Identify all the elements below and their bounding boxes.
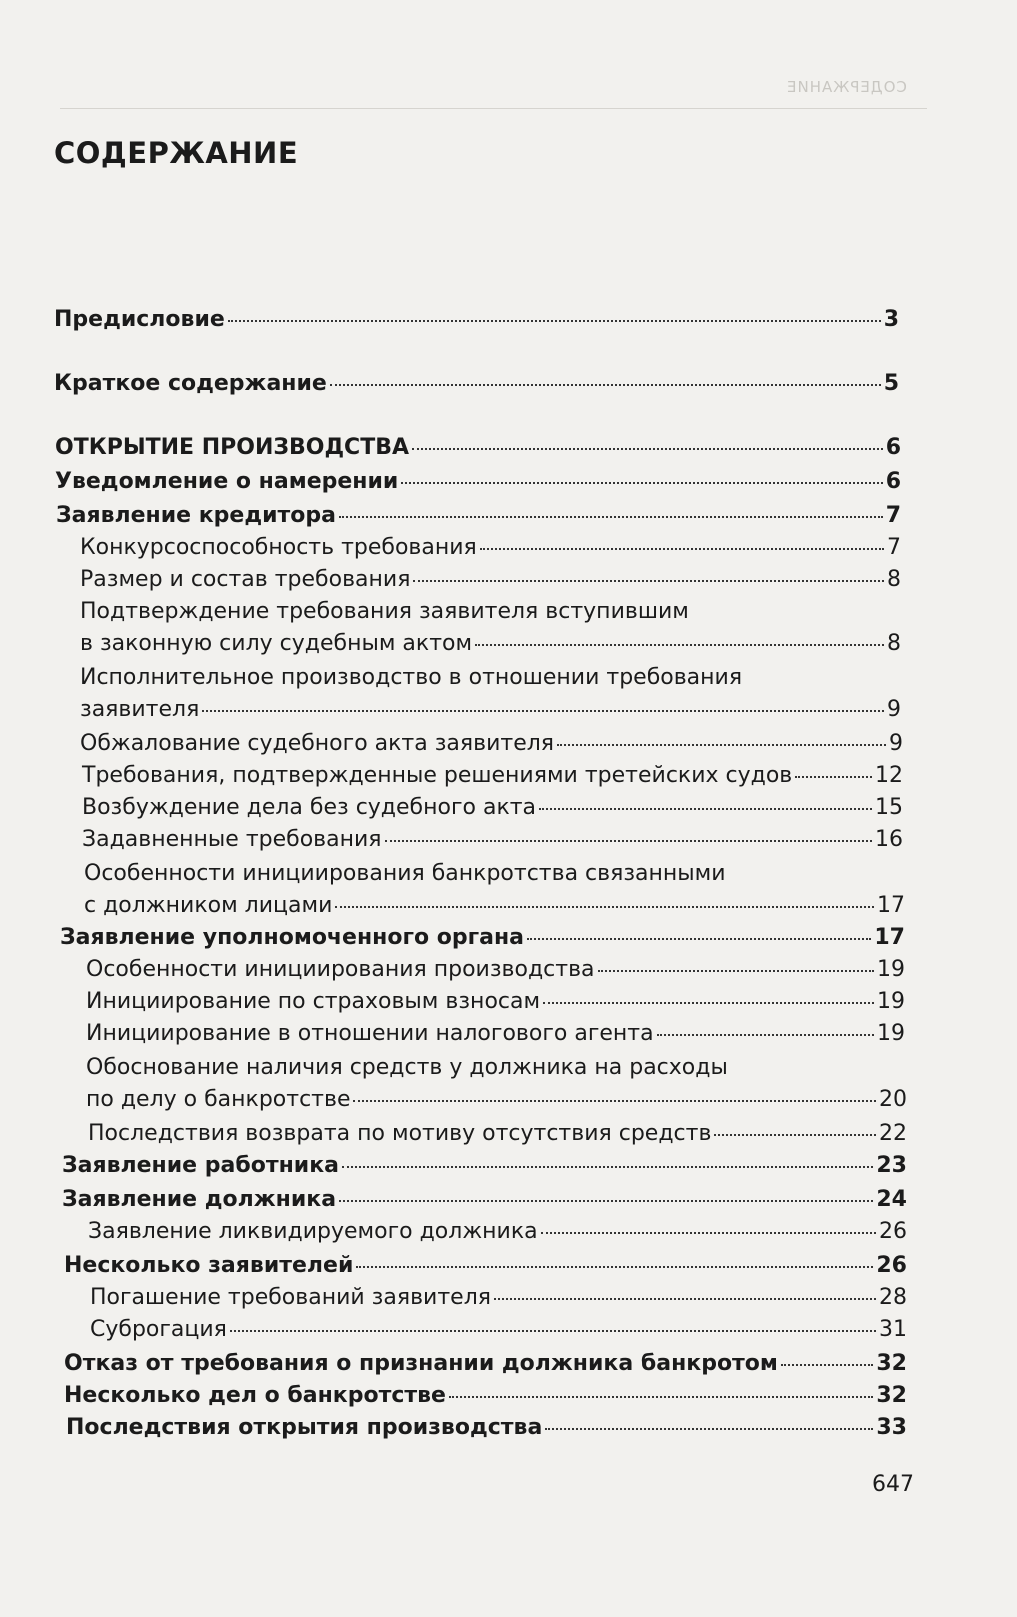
toc-entry-title: Последствия возврата по мотиву отсутствия средств bbox=[88, 1121, 712, 1146]
toc-entry-page: 9 bbox=[887, 697, 901, 722]
toc-entry-title-line1: Особенности инициирования банкротства связанными bbox=[84, 861, 726, 886]
toc-entry-page: 5 bbox=[883, 371, 899, 396]
toc-entry-page: 6 bbox=[885, 469, 901, 494]
toc-entry-page: 32 bbox=[876, 1351, 907, 1376]
toc-leader bbox=[413, 580, 884, 582]
toc-entry-title: Несколько дел о банкротстве bbox=[64, 1383, 446, 1408]
toc-entry-title: Последствия открытия производства bbox=[66, 1415, 543, 1440]
toc-leader bbox=[230, 1330, 876, 1332]
toc-entry bbox=[55, 434, 901, 462]
toc-entry-title: Погашение требований заявителя bbox=[90, 1285, 492, 1310]
toc-leader bbox=[335, 906, 874, 908]
toc-entry-title: Заявление уполномоченного органа bbox=[60, 925, 524, 950]
toc-leader bbox=[330, 384, 881, 386]
toc-entry bbox=[90, 1284, 907, 1312]
toc-entry-title-line1: Исполнительное производство в отношении требования bbox=[80, 665, 743, 690]
toc-entry-title: Суброгация bbox=[90, 1317, 227, 1342]
toc-leader bbox=[342, 1166, 873, 1168]
toc-leader bbox=[494, 1298, 876, 1300]
toc-entry-title: Требования, подтвержденные решениями третейских судов bbox=[82, 763, 793, 788]
toc-entry-title: Особенности инициирования производства bbox=[86, 957, 595, 982]
toc-entry-title: с должником лицами bbox=[84, 893, 333, 918]
toc-leader bbox=[543, 1002, 874, 1004]
toc-entry bbox=[80, 730, 903, 758]
toc-entry-page: 19 bbox=[877, 1021, 905, 1046]
toc-entry-title: Краткое содержание bbox=[54, 371, 327, 396]
toc-entry-title: в законную силу судебным актом bbox=[80, 631, 473, 656]
toc-leader bbox=[795, 776, 872, 778]
toc-entry-title: Заявление кредитора bbox=[56, 503, 336, 528]
toc-entry-title: Предисловие bbox=[54, 307, 225, 332]
toc-leader bbox=[339, 516, 883, 518]
toc-entry bbox=[86, 1086, 907, 1114]
toc-entry-title: Задавненные требования bbox=[82, 827, 382, 852]
toc-entry bbox=[54, 370, 899, 398]
toc-leader bbox=[480, 548, 884, 550]
toc-entry-page: 17 bbox=[874, 925, 905, 950]
toc-leader bbox=[385, 840, 872, 842]
toc-entry-page: 24 bbox=[876, 1187, 907, 1212]
page-title: СОДЕРЖАНИЕ bbox=[54, 136, 299, 170]
toc-entry-title: Отказ от требования о признании должника банкротом bbox=[64, 1351, 778, 1376]
toc-entry-page: 12 bbox=[875, 763, 903, 788]
toc-entry bbox=[90, 1316, 907, 1344]
toc-leader bbox=[202, 710, 884, 712]
toc-leader bbox=[557, 744, 886, 746]
toc-leader bbox=[657, 1034, 874, 1036]
toc-entry-title: Несколько заявителей bbox=[64, 1253, 354, 1278]
toc-entry-page: 31 bbox=[879, 1317, 907, 1342]
toc-entry bbox=[64, 1382, 907, 1410]
toc-leader bbox=[714, 1134, 876, 1136]
toc-entry-title: по делу о банкротстве bbox=[86, 1087, 351, 1112]
toc-entry bbox=[82, 826, 903, 854]
toc-leader bbox=[545, 1428, 873, 1430]
toc-entry-title: Конкурсоспособность требования bbox=[80, 535, 477, 560]
toc-entry-title: Возбуждение дела без судебного акта bbox=[82, 795, 537, 820]
toc-entry bbox=[66, 1414, 907, 1442]
toc-entry bbox=[62, 1186, 907, 1214]
page-number: 647 bbox=[872, 1472, 914, 1497]
toc-leader bbox=[598, 970, 874, 972]
toc-entry-page: 7 bbox=[887, 535, 901, 560]
toc-entry bbox=[82, 762, 903, 790]
toc-entry-page: 26 bbox=[879, 1219, 907, 1244]
toc-entry-page: 28 bbox=[879, 1285, 907, 1310]
toc-leader bbox=[449, 1396, 873, 1398]
toc-entry-title: заявителя bbox=[80, 697, 200, 722]
toc-entry bbox=[62, 1152, 907, 1180]
toc-entry-title: Заявление должника bbox=[62, 1187, 337, 1212]
toc-leader bbox=[228, 320, 881, 322]
toc-leader bbox=[401, 482, 882, 484]
toc-entry-page: 17 bbox=[877, 893, 905, 918]
toc-entry-title: Размер и состав требования bbox=[80, 567, 411, 592]
toc-entry-page: 33 bbox=[876, 1415, 907, 1440]
toc-leader bbox=[339, 1200, 873, 1202]
toc-entry-page: 15 bbox=[875, 795, 903, 820]
toc-entry-title: Инициирование в отношении налогового агента bbox=[86, 1021, 654, 1046]
toc-entry bbox=[82, 794, 903, 822]
toc-entry-title: Заявление ликвидируемого должника bbox=[88, 1219, 538, 1244]
toc-entry-page: 7 bbox=[885, 503, 901, 528]
toc-entry-page: 32 bbox=[876, 1383, 907, 1408]
toc-entry bbox=[86, 1020, 905, 1048]
toc-entry-title: Инициирование по страховым взносам bbox=[86, 989, 541, 1014]
toc-leader bbox=[356, 1266, 873, 1268]
toc-entry-page: 16 bbox=[875, 827, 903, 852]
toc-entry bbox=[88, 1218, 907, 1246]
toc-entry bbox=[80, 696, 901, 724]
toc-leader bbox=[412, 448, 883, 450]
toc-entry-page: 8 bbox=[887, 567, 901, 592]
toc-entry bbox=[60, 924, 905, 952]
toc-entry bbox=[80, 630, 901, 658]
toc-leader bbox=[353, 1100, 876, 1102]
toc-entry-page: 19 bbox=[877, 957, 905, 982]
toc-leader bbox=[475, 644, 884, 646]
toc-entry-title: Уведомление о намерении bbox=[55, 469, 399, 494]
toc-entry-page: 22 bbox=[879, 1121, 907, 1146]
toc-entry-page: 8 bbox=[887, 631, 901, 656]
toc-leader bbox=[541, 1232, 876, 1234]
toc-entry-title-line1: Обоснование наличия средств у должника на расходы bbox=[86, 1055, 728, 1080]
toc-entry-title: Заявление работника bbox=[62, 1153, 339, 1178]
toc-entry bbox=[64, 1252, 907, 1280]
toc-entry bbox=[80, 534, 901, 562]
toc-entry-title: Обжалование судебного акта заявителя bbox=[80, 731, 555, 756]
toc-entry bbox=[88, 1120, 907, 1148]
toc-entry bbox=[86, 988, 905, 1016]
toc-entry-page: 3 bbox=[883, 307, 899, 332]
toc-entry-page: 20 bbox=[879, 1087, 907, 1112]
toc-entry bbox=[80, 566, 901, 594]
toc-entry bbox=[84, 892, 905, 920]
toc-entry-page: 26 bbox=[876, 1253, 907, 1278]
toc-leader bbox=[781, 1364, 873, 1366]
toc-entry-page: 9 bbox=[889, 731, 903, 756]
toc-entry bbox=[86, 956, 905, 984]
toc-entry-page: 19 bbox=[877, 989, 905, 1014]
toc-entry-page: 23 bbox=[876, 1153, 907, 1178]
toc-entry-title: ОТКРЫТИЕ ПРОИЗВОДСТВА bbox=[55, 435, 410, 460]
toc-entry bbox=[55, 468, 901, 496]
toc-entry-title-line1: Подтверждение требования заявителя вступившим bbox=[80, 599, 689, 624]
toc-entry-page: 6 bbox=[885, 435, 901, 460]
toc-leader bbox=[527, 938, 871, 940]
toc-entry bbox=[56, 502, 901, 530]
toc-entry bbox=[64, 1350, 907, 1378]
toc-leader bbox=[539, 808, 872, 810]
toc-entry bbox=[54, 306, 899, 334]
running-head-bleed-through: СОДЕРЖАНИЕ bbox=[786, 78, 907, 96]
